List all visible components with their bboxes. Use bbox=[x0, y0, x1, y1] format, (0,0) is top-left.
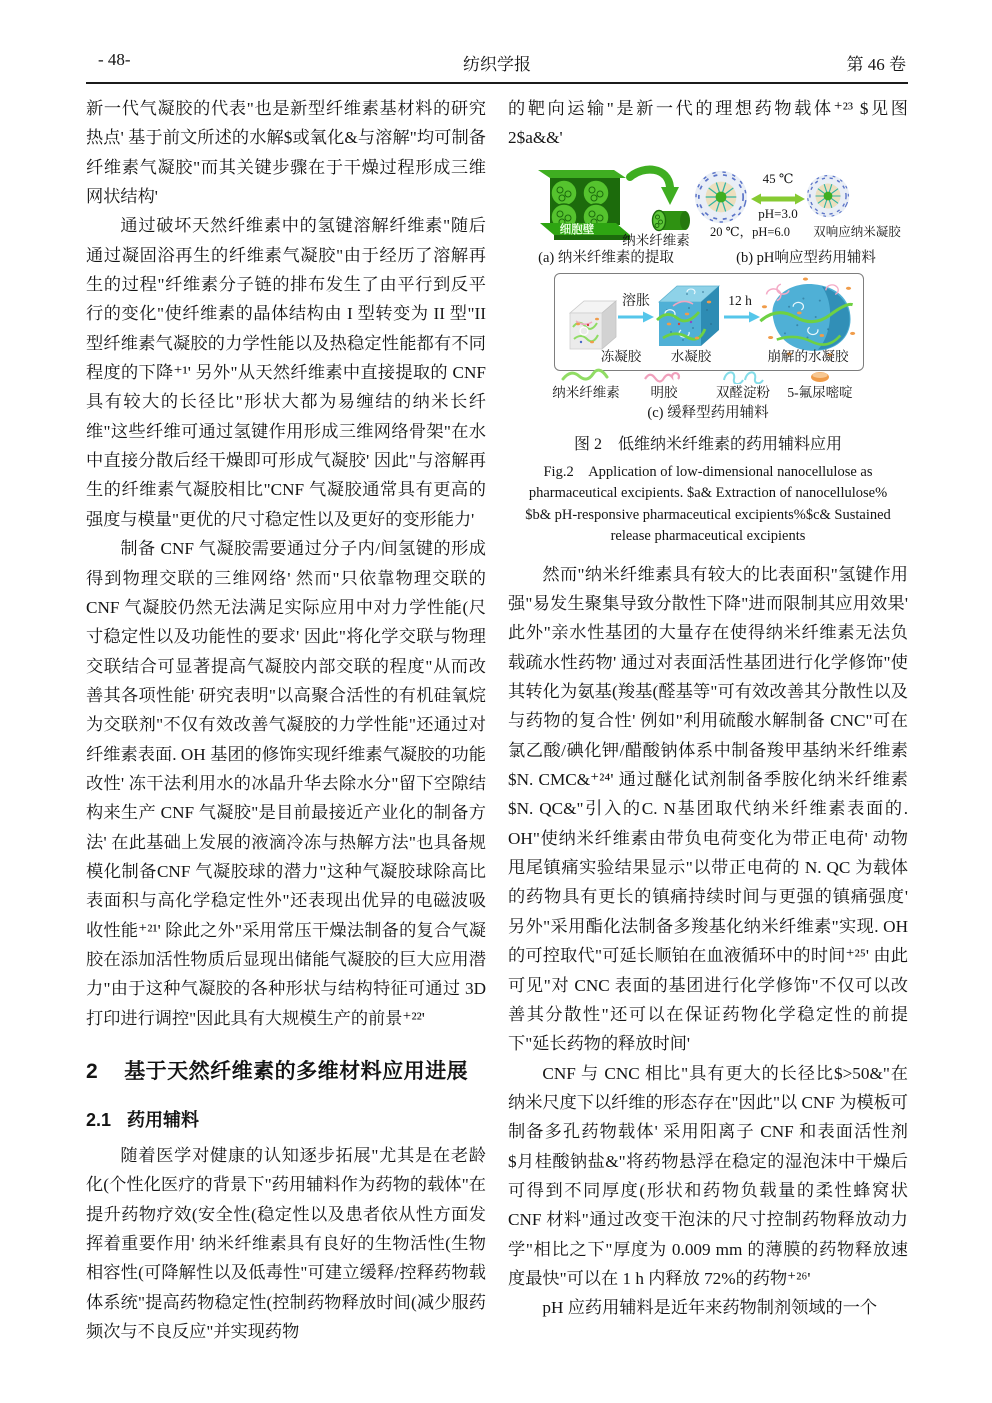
figure-caption-english-line: $b& pH-responsive pharmaceutical excipients%$c& Sustained bbox=[525, 506, 891, 523]
nanocellulose-squiggle-icon bbox=[561, 368, 611, 384]
section-heading bbox=[86, 1057, 486, 1087]
figure-panel-a bbox=[508, 165, 694, 270]
journal-title: 纺织学报 bbox=[463, 55, 531, 74]
figure-caption-chinese: 图 2 低维纳米纤维素的药用辅料应用 bbox=[573, 435, 842, 453]
paragraph: 制备 CNF 气凝胶需要通过分子内/间氢键的形成得到物理交联的三维网络' 然而"只依靠物理交联的 CNF 气凝胶仍然无法满足实际应用中对力学性能(尺寸稳定性以及功能性的要求' 因此"将化学交联与物理交联结合可显著提高气凝胶内部交联的程度"从而改善其各项性能' 研究表明"以高聚合活性的有机硅氧烷为交联剂"不仅有效改善气凝胶的力学性能"还通过对纤维素表面. OH 基团的修饰实现纤维素气凝胶的功能改性' 冻干法利用水的冰晶升华去除水分"留下空隙结构来生产 CNF 气凝胶"是目前最接近产业化的制备方法' 在此基础上发展的液滴冷冻与热解方法"也具备规模化制备CNF 气凝胶球的潜力"这种气凝胶球除高比表面积与高化学稳定性外"还表现出优异的电磁波吸收性能⁺²¹' 除此之外"采用常压干燥法制备的复合气凝胶在添加活性物质后显现出储能气凝胶的巨大应用潜力"由于这种气凝胶的各种形状与结构特征可通过 3D 打印进行调控"因此具有大规模生产的前景⁺²²' bbox=[86, 539, 486, 1028]
panel-a-caption: (a) 纳米纤维素的提取 bbox=[538, 249, 674, 266]
disintegrated-hydrogel-illustration bbox=[758, 276, 856, 358]
temperature-label: 45 ℃ bbox=[762, 170, 794, 186]
legend-item-gelatin bbox=[634, 368, 694, 402]
figure-caption-english-line: pharmaceutical excipients. $a& Extraction of nanocellulose% bbox=[528, 485, 888, 502]
figure-2 bbox=[508, 165, 908, 423]
time-label: 12 h bbox=[728, 292, 752, 308]
legend-item-fluorouracil bbox=[772, 368, 868, 402]
hydrogel-label: 水凝胶 bbox=[670, 348, 712, 364]
paragraph: 通过破坏天然纤维素中的氢键溶解纤维素"随后通过凝固浴再生的纤维素气凝胶"由于经历了溶解再生的过程"纤维素分子链的排布发生了由平行到反平行的变化"使纤维素的晶体结构由 I 型转变为 II 型"II 型纤维素气凝胶的力学性能以及热稳定性能都有不同程度的下降⁺¹' 另外"从天然纤维素中直接提取的 CNF 具有较大的长径比"形状大都为易缠结的纳米长纤维"这些纤维可通过氢键作用形成三维网络骨架"在水中直接分散后经干燥即可形成气凝胶' 因此"与溶解再生的纤维素气凝胶相比"CNF 气凝胶通常具有更高的强度与模量"更优的尺寸稳定性以及更好的变形能力' bbox=[86, 216, 486, 529]
figure-caption-english-line: release pharmaceutical excipients bbox=[610, 528, 806, 545]
subsection-heading bbox=[86, 1107, 486, 1133]
panel-b-caption: (b) pH响应型药用辅料 bbox=[736, 249, 876, 266]
legend-item-nanocellulose bbox=[538, 368, 634, 402]
fluorouracil-pill-icon bbox=[807, 368, 833, 384]
condition-label: 20 ℃，pH=6.0 bbox=[709, 224, 791, 239]
paragraph: 然而"纳米纤维素具有较大的比表面积"氢键作用强"易发生聚集导致分散性下降"进而限制其应用效果' 此外"亲水性基团的大量存在使得纳米纤维素无法负载疏水性药物' 通过对表面活性基团进行化学修饰"使其转化为氨基(羧基(醛基等"可有效改善其分散性以及与药物的复合性' 例如"利用硫酸水解制备 CNC"可在氯乙酸/碘化钾/醋酸钠体系中制备羧甲基纳米纤维素$N. CMC&⁺²⁴' 通过醚化试剂制备季胺化纳米纤维素$N. QC&"引入的C. N基团取代纳米纤维素表面的. OH"使纳米纤维素由带负电荷变化为带正电荷' 动物甩尾镇痛实验结果显示"以带正电荷的 N. QC 为载体的药物具有更长的镇痛持续时间与更强的镇痛强度' 另外"采用酯化法制备多羧基化纳米纤维素"实现. OH 的可控取代"可延长顺铂在血液循环中的时间⁺²⁵' 由此可见"对 CNC 表面的基团进行化学修饰"不仅可以改善其分散性"还可以在保证药物化学稳定性的前提下"延长药物的释放时间' bbox=[508, 564, 908, 1054]
section-title: 基于天然纤维素的多维材料应用进展 bbox=[124, 1060, 469, 1083]
figure-caption-english-line: Fig.2 Application of low-dimensional nanocellulose as bbox=[543, 463, 873, 480]
legend-label: 5-氟尿嘧啶 bbox=[787, 384, 853, 400]
header-rule bbox=[86, 82, 908, 84]
gelatin-squiggle-icon bbox=[643, 368, 685, 384]
swelling-label: 溶胀 bbox=[622, 293, 650, 309]
starch-loops-icon bbox=[721, 368, 765, 384]
nanocellulose-cylinder-illustration bbox=[650, 207, 694, 233]
panel-c-caption: (c) 缓释型药用辅料 bbox=[647, 404, 769, 421]
paragraph: 新一代气凝胶的代表"也是新型纤维素基材料的研究热点' 基于前文所述的水解$或氧化&与溶解"均可制备纤维素气凝胶"而其关键步骤在于干燥过程形成三维网状结构' bbox=[86, 99, 486, 207]
figure-panel-b bbox=[694, 165, 908, 270]
paragraph: 的靶向运输"是新一代的理想药物载体⁺²³ $见图 2$a&&' bbox=[508, 99, 908, 148]
subsection-title: 药用辅料 bbox=[127, 1110, 200, 1130]
nanocellulose-label: 纳米纤维素 bbox=[622, 232, 690, 248]
paragraph: CNF 与 CNC 相比"具有更大的长径比$>50&"在纳米尺度下以纤维的形态存在"因此"以 CNF 为模板可制备多孔药物载体' 采用阳离子 CNF 和表面活性剂$月桂酸钠盐&"将药物悬浮在稳定的湿泡沫中干燥后可得到不同厚度(形状和药物负载量的柔性蜂窝状 CNF 材料"通过改变干泡沫的尺寸控制药物释放动力学"相比之下"厚度为 0.009 mm 的薄膜的药物释放速度最快"可以在 1 h 内释放 72%的药物⁺²⁶' bbox=[508, 1063, 908, 1288]
hydrogel-cube-illustration bbox=[653, 280, 731, 352]
double-arrow-icon bbox=[751, 192, 805, 206]
paragraph: pH 应药用辅料是近年来药物制剂领域的一个 bbox=[542, 1298, 878, 1318]
nanogel-collapsed-illustration bbox=[806, 174, 850, 218]
legend-label: 明胶 bbox=[650, 384, 678, 400]
legend-label: 双醛淀粉 bbox=[716, 384, 770, 400]
cryogel-label: 冻凝胶 bbox=[600, 348, 642, 364]
figure-caption-english bbox=[508, 462, 908, 548]
left-column bbox=[86, 94, 486, 1346]
paragraph: 随着医学对健康的认知逐步拓展"尤其是在老龄化(个性化医疗的背景下"药用辅料作为药物的载体"在提升药物疗效(安全性(稳定性以及患者依从性方面发挥着重要作用' 纳米纤维素具有良好的生物活性(生物相容性(可降解性以及低毒性"可建立缓释/控释药物载体系统"提高药物稳定性(控制药物释放时间(减少服药频次与不良反应"并实现药物 bbox=[86, 1146, 486, 1342]
figure-panel-c bbox=[508, 273, 908, 423]
cell-wall-label: 细胞壁 bbox=[559, 223, 595, 236]
page-header bbox=[86, 50, 908, 76]
dual-responsive-nanogel-label: 双响应纳米凝胶 bbox=[813, 224, 901, 239]
volume-label: 第 46 卷 bbox=[846, 55, 906, 74]
subsection-number: 2.1 bbox=[86, 1110, 112, 1130]
legend-label: 纳米纤维素 bbox=[552, 384, 620, 400]
right-column bbox=[508, 94, 908, 1346]
section-number: 2 bbox=[86, 1060, 99, 1083]
swelling-arrow-icon bbox=[618, 311, 654, 323]
ph-label: pH=3.0 bbox=[758, 205, 798, 221]
figure-legend bbox=[508, 368, 908, 402]
two-column-body bbox=[86, 94, 908, 1346]
disintegrated-hydrogel-label: 崩解的水凝胶 bbox=[767, 348, 849, 364]
time-arrow-icon bbox=[724, 311, 760, 323]
page-number: - 48- bbox=[98, 50, 131, 69]
nanogel-swollen-illustration bbox=[694, 170, 748, 224]
